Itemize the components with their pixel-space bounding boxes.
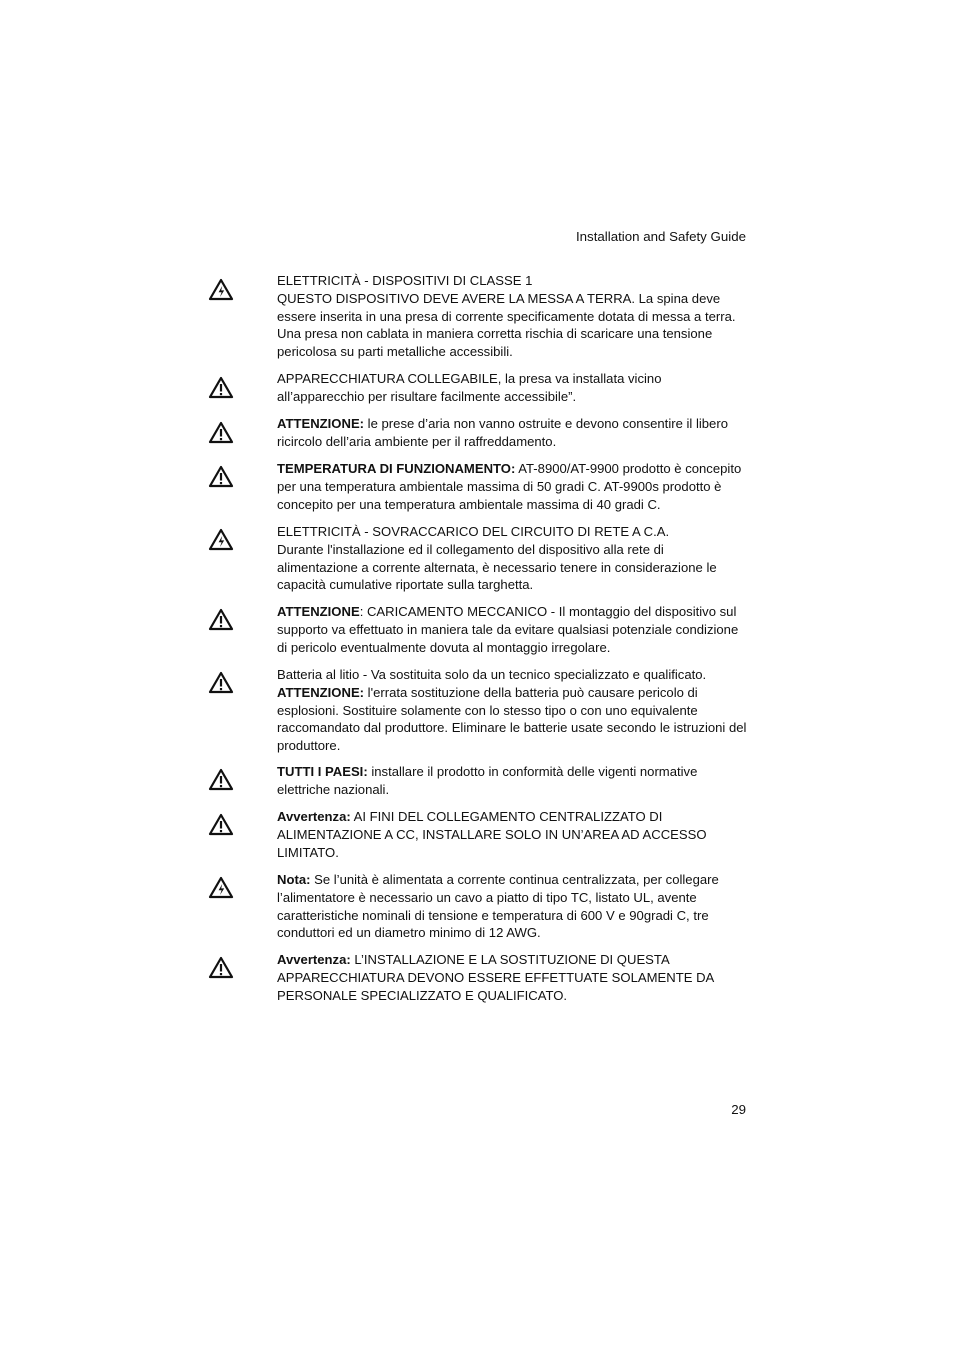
caution-icon xyxy=(208,671,234,694)
electrical-hazard-icon xyxy=(208,278,234,301)
warning-label: ATTENZIONE: xyxy=(277,416,365,431)
warning-heading: ELETTRICITÀ - SOVRACCARICO DEL CIRCUITO DI RETE A C.A. xyxy=(277,524,670,539)
warning-item xyxy=(277,603,747,656)
warning-item xyxy=(277,951,747,1004)
warning-item xyxy=(277,460,747,513)
warning-label: TEMPERATURA DI FUNZIONAMENTO: xyxy=(277,461,516,476)
warning-label: TUTTI I PAESI: xyxy=(277,764,368,779)
caution-icon xyxy=(208,376,234,399)
electrical-hazard-icon xyxy=(208,528,234,551)
warning-item xyxy=(277,808,747,861)
warning-label: ATTENZIONE xyxy=(277,604,360,619)
electrical-hazard-icon xyxy=(208,876,234,899)
caution-icon xyxy=(208,608,234,631)
running-header: Installation and Safety Guide xyxy=(575,229,746,244)
page-number: 29 xyxy=(731,1102,746,1117)
warning-text: Se l’unità è alimentata a corrente continua centralizzata, per collegare l’alimentatore è necessario un cavo a piatto di tipo TC, listato UL, avente caratteristiche nominali di tensione e temperatura di 600 V e 90gradi C, tre conduttori ed un diametro minimo di 12 AWG. xyxy=(277,872,719,941)
warning-item xyxy=(277,871,747,942)
warning-heading: ELETTRICITÀ - DISPOSITIVI DI CLASSE 1 xyxy=(277,273,533,288)
warning-item xyxy=(277,523,747,594)
warning-text: le prese d’aria non vanno ostruite e devono consentire il libero ricircolo dell’aria ambiente per il raffreddamento. xyxy=(277,416,728,449)
caution-icon xyxy=(208,465,234,488)
warning-text: l'errata sostituzione della batteria può causare pericolo di esplosioni. Sostituire solamente con lo stesso tipo o con uno equivalente raccomandato dal produttore. Eliminare le batterie usate secondo le istruzioni del produttore. xyxy=(277,684,747,754)
warning-text: AI FINI DEL COLLEGAMENTO CENTRALIZZATO DI ALIMENTAZIONE A CC, INSTALLARE SOLO IN UN’AREA AD ACCESSO LIMITATO. xyxy=(277,809,707,860)
warning-item xyxy=(277,415,747,451)
warning-text: installare il prodotto in conformità delle vigenti normative elettriche nazionali. xyxy=(277,764,698,797)
warning-text: Durante l'installazione ed il collegamento del dispositivo alla rete di alimentazione a corrente alternata, è necessario tenere in considerazione le capacità cumulative riportate sulla targhetta. xyxy=(277,541,717,593)
caution-icon xyxy=(208,421,234,444)
warning-heading: Batteria al litio - Va sostituita solo da un tecnico specializzato e qualificato. xyxy=(277,667,707,682)
warning-item xyxy=(277,370,747,406)
warning-label: Nota: xyxy=(277,872,311,887)
warning-text: : CARICAMENTO MECCANICO - Il montaggio del dispositivo sul supporto va effettuato in maniera tale da evitare qualsiasi potenziale condizione di pericolo eventualmente dovuta al montaggio irregolare. xyxy=(277,604,739,655)
warning-text: APPARECCHIATURA COLLEGABILE, la presa va installata vicino all’apparecchio per risultare facilmente accessibile”. xyxy=(277,371,662,404)
warning-label: Avvertenza: xyxy=(277,809,351,824)
caution-icon xyxy=(208,813,234,836)
warning-label: Avvertenza: xyxy=(277,952,351,967)
warning-item xyxy=(277,763,747,799)
warning-text: AT-8900/AT-9900 prodotto è concepito per una temperatura ambientale massima di 50 gradi C. AT-9900s prodotto è concepito per una temperatura ambientale massima di 40 gradi C. xyxy=(277,461,742,512)
warning-text: L’INSTALLAZIONE E LA SOSTITUZIONE DI QUESTA APPARECCHIATURA DEVONO ESSERE EFFETTUATE SOLAMENTE DA PERSONALE SPECIALIZZATO E QUALIFICATO. xyxy=(277,952,714,1003)
warning-label: ATTENZIONE: xyxy=(277,684,365,700)
warning-text: QUESTO DISPOSITIVO DEVE AVERE LA MESSA A TERRA. La spina deve essere inserita in una presa di corrente specificamente dotata di messa a terra. Una presa non cablata in maniera corretta rischia di scaricare una tensione pericolosa su parti metalliche accessibili. xyxy=(277,290,736,360)
caution-icon xyxy=(208,768,234,791)
warning-item xyxy=(277,272,747,361)
warning-item xyxy=(277,666,747,755)
caution-icon xyxy=(208,956,234,979)
